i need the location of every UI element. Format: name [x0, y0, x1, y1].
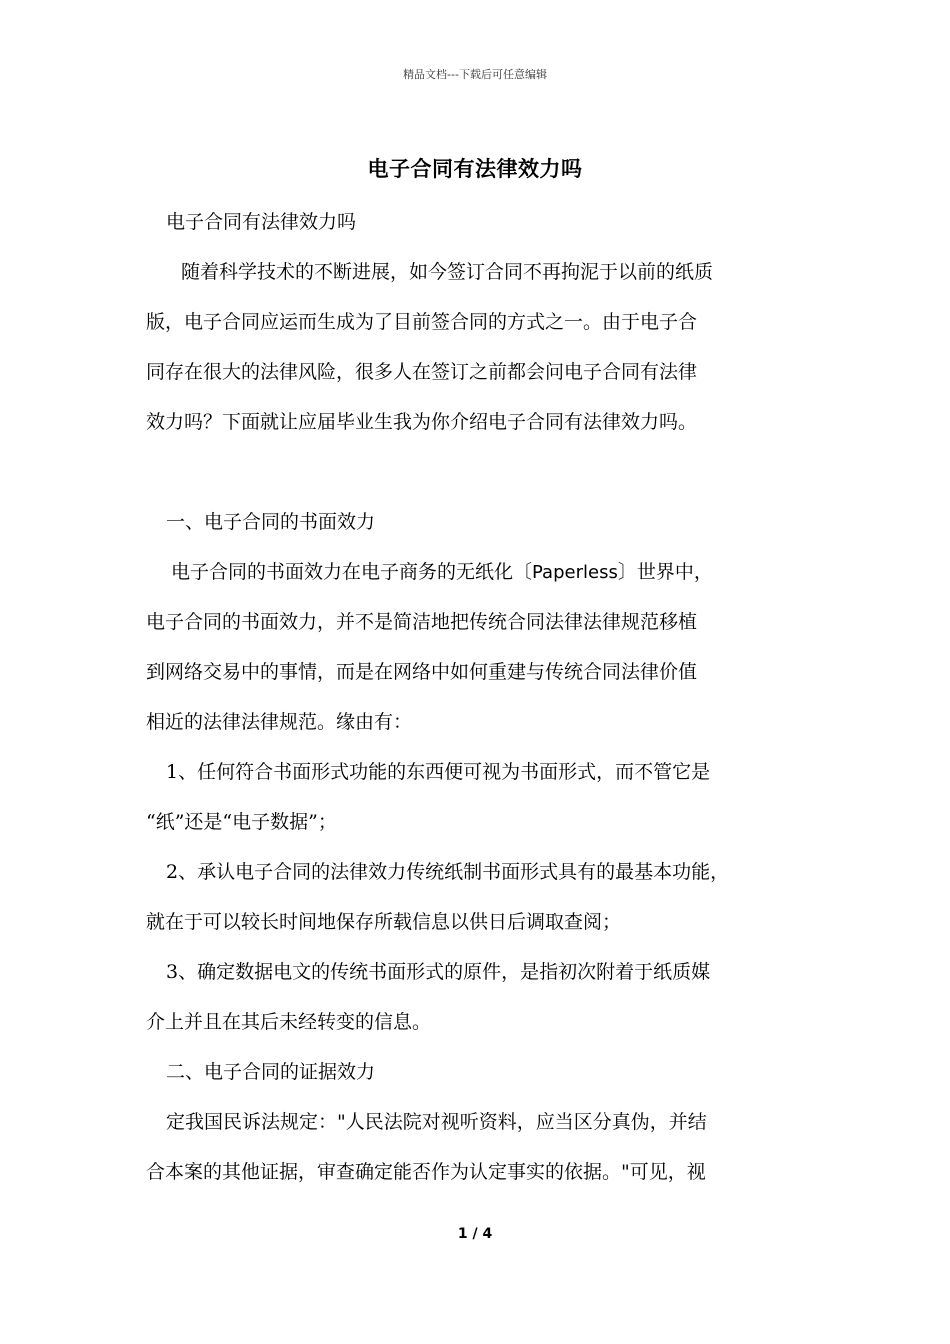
paragraph-line: 效力吗？下面就让应届毕业生我为你介绍电子合同有法律效力吗。 — [146, 411, 698, 433]
list-item-line: 就在于可以较长时间地保存所载信息以供日后调取查阅； — [146, 911, 622, 933]
document-title: 电子合同有法律效力吗 — [367, 156, 583, 181]
paragraph-line: 电子合同的书面效力，并不是简洁地把传统合同法律法律规范移植 — [146, 611, 698, 633]
paragraph-line: 同存在很大的法律风险，很多人在签订之前都会问电子合同有法律 — [146, 361, 698, 383]
section-heading: 二、电子合同的证据效力 — [166, 1061, 376, 1083]
paragraph-line: 随着科学技术的不断进展，如今签订合同不再拘泥于以前的纸质 — [181, 261, 714, 283]
page-number — [0, 1226, 950, 1242]
subtitle-line: 电子合同有法律效力吗 — [166, 211, 357, 233]
paragraph-line: 到网络交易中的事情，而是在网络中如何重建与传统合同法律价值 — [146, 661, 698, 683]
list-item-line: 1、任何符合书面形式功能的东西便可视为书面形式，而不管它是 — [166, 761, 711, 783]
current-page: 1 — [457, 1226, 468, 1242]
paragraph-gap — [146, 454, 826, 504]
list-item-line: 3、确定数据电文的传统书面形式的原件，是指初次附着于纸质媒 — [166, 961, 711, 983]
text-run: 〕世界中， — [617, 561, 713, 583]
paragraph-line: 定我国民诉法规定："人民法院对视听资料，应当区分真伪，并结 — [166, 1111, 707, 1133]
list-item-line: 介上并且在其后未经转变的信息。 — [146, 1011, 432, 1033]
page-separator: / — [472, 1226, 478, 1242]
total-pages: 4 — [482, 1226, 493, 1242]
section-heading: 一、电子合同的书面效力 — [166, 511, 376, 533]
list-item-line: 2、承认电子合同的法律效力传统纸制书面形式具有的最基本功能， — [166, 861, 730, 883]
paragraph-line: 合本案的其他证据，审查确定能否作为认定事实的依据。"可见，视 — [146, 1161, 706, 1183]
paragraph-line — [146, 554, 826, 604]
paragraph-line: 版，电子合同应运而生成为了目前签合同的方式之一。由于电子合 — [146, 311, 698, 333]
list-item-line: “纸”还是“电子数据”； — [146, 811, 337, 833]
page-header: 精品文档---下载后可任意编辑 — [403, 68, 547, 81]
text-run-latin: Paperless — [532, 562, 618, 583]
text-run: 电子合同的书面效力在电子商务的无纸化〔 — [171, 561, 533, 583]
document-body — [146, 204, 826, 1204]
paragraph-line: 相近的法律法律规范。缘由有： — [146, 711, 413, 733]
